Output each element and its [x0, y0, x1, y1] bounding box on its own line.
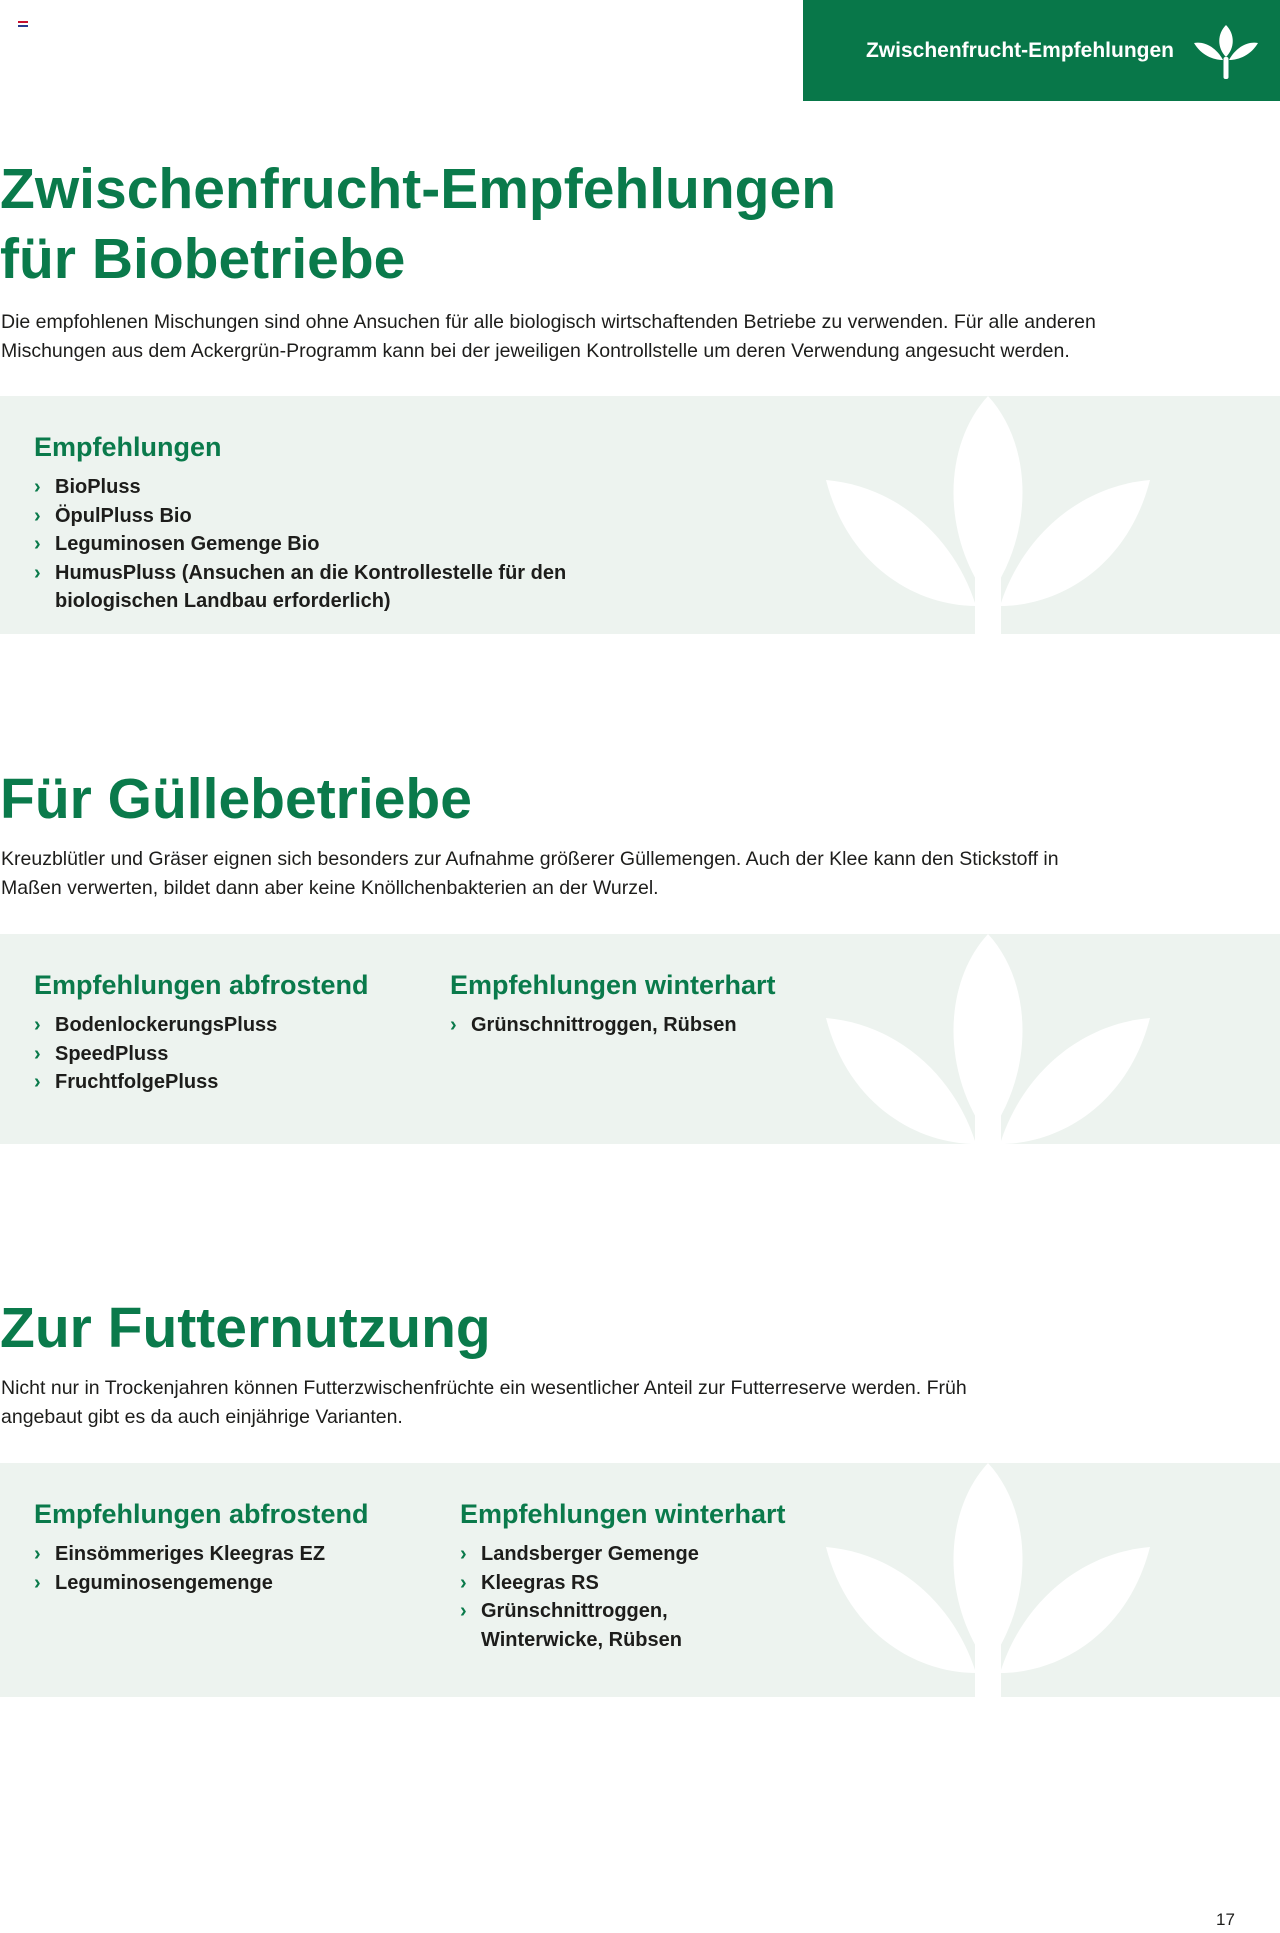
list-item: › Einsömmeriges Kleegras EZ: [34, 1540, 434, 1569]
list-item: › ÖpulPluss Bio: [34, 502, 614, 531]
list-item: › HumusPluss (Ansuchen an die Kontrollestelle für den biologischen Landbau erforderlich): [34, 559, 614, 616]
sprout-icon: [1192, 19, 1260, 83]
plant-watermark-icon: [826, 1463, 1150, 1697]
page-number: 17: [1216, 1910, 1235, 1929]
recommendation-panel-guelle: [0, 934, 1280, 1144]
list-item: › Leguminosengemenge: [34, 1569, 434, 1598]
section-title-bio: [0, 154, 836, 294]
plant-watermark-icon: [826, 396, 1150, 634]
recommendation-column-frost: [34, 967, 434, 1097]
list-item: › BioPluss: [34, 473, 614, 502]
column-heading: Empfehlungen abfrostend: [34, 1499, 369, 1529]
list-item: › Grünschnittroggen, Rübsen: [450, 1011, 850, 1040]
recommendation-column-winter: [460, 1496, 786, 1654]
recommendation-column: [34, 429, 614, 616]
recommendation-list: [460, 1540, 700, 1654]
recommendation-panel-bio: [0, 396, 1280, 634]
section-description-bio: Die empfohlenen Mischungen sind ohne Ansuchen für alle biologisch wirtschaftenden Betriebe zu verwenden. Für alle anderen Mischungen aus dem Ackergrün-Programm kann bei der jeweiligen Kontrollstelle um deren Verwendung angesucht werden.: [1, 311, 1096, 362]
list-item: › BodenlockerungsPluss: [34, 1011, 434, 1040]
plant-watermark-icon: [826, 934, 1150, 1144]
list-item: › Grünschnittroggen, Winterwicke, Rübsen: [460, 1597, 700, 1654]
header-title: Zwischenfrucht-Empfehlungen: [865, 38, 1174, 62]
section-title-bio-line1: Zwischenfrucht-Empfehlungen: [0, 157, 837, 221]
section-title-futter: Zur Futternutzung: [0, 1296, 491, 1360]
recommendation-list: [34, 473, 614, 616]
language-flag-icon: [18, 21, 28, 28]
section-description-guelle: Kreuzblütler und Gräser eignen sich besonders zur Aufnahme größerer Güllemengen. Auch der Klee kann den Stickstoff in Maßen verwerten, bildet dann aber keine Knöllchenbakterien an der Wurzel.: [1, 848, 1059, 899]
column-heading: Empfehlungen winterhart: [460, 1499, 786, 1529]
list-item: › Kleegras RS: [460, 1569, 700, 1598]
column-heading: Empfehlungen: [34, 432, 222, 462]
column-heading: Empfehlungen winterhart: [450, 970, 776, 1000]
list-item: › FruchtfolgePluss: [34, 1068, 434, 1097]
list-item: › Landsberger Gemenge: [460, 1540, 700, 1569]
section-title-bio-line2: für Biobetriebe: [0, 227, 406, 291]
recommendation-list: [34, 1011, 434, 1097]
recommendation-list: [450, 1011, 850, 1040]
recommendation-column-winter: [450, 967, 850, 1040]
recommendation-panel-futter: [0, 1463, 1280, 1697]
recommendation-list: [34, 1540, 434, 1597]
list-item: › Leguminosen Gemenge Bio: [34, 530, 614, 559]
section-description-futter: Nicht nur in Trockenjahren können Futterzwischenfrüchte ein wesentlicher Anteil zur Futterreserve werden. Früh angebaut gibt es da auch einjährige Varianten.: [1, 1377, 967, 1428]
header-band: [803, 0, 1280, 101]
column-heading: Empfehlungen abfrostend: [34, 970, 369, 1000]
section-title-guelle: Für Güllebetriebe: [0, 767, 472, 831]
recommendation-column-frost: [34, 1496, 434, 1597]
list-item: › SpeedPluss: [34, 1040, 434, 1069]
